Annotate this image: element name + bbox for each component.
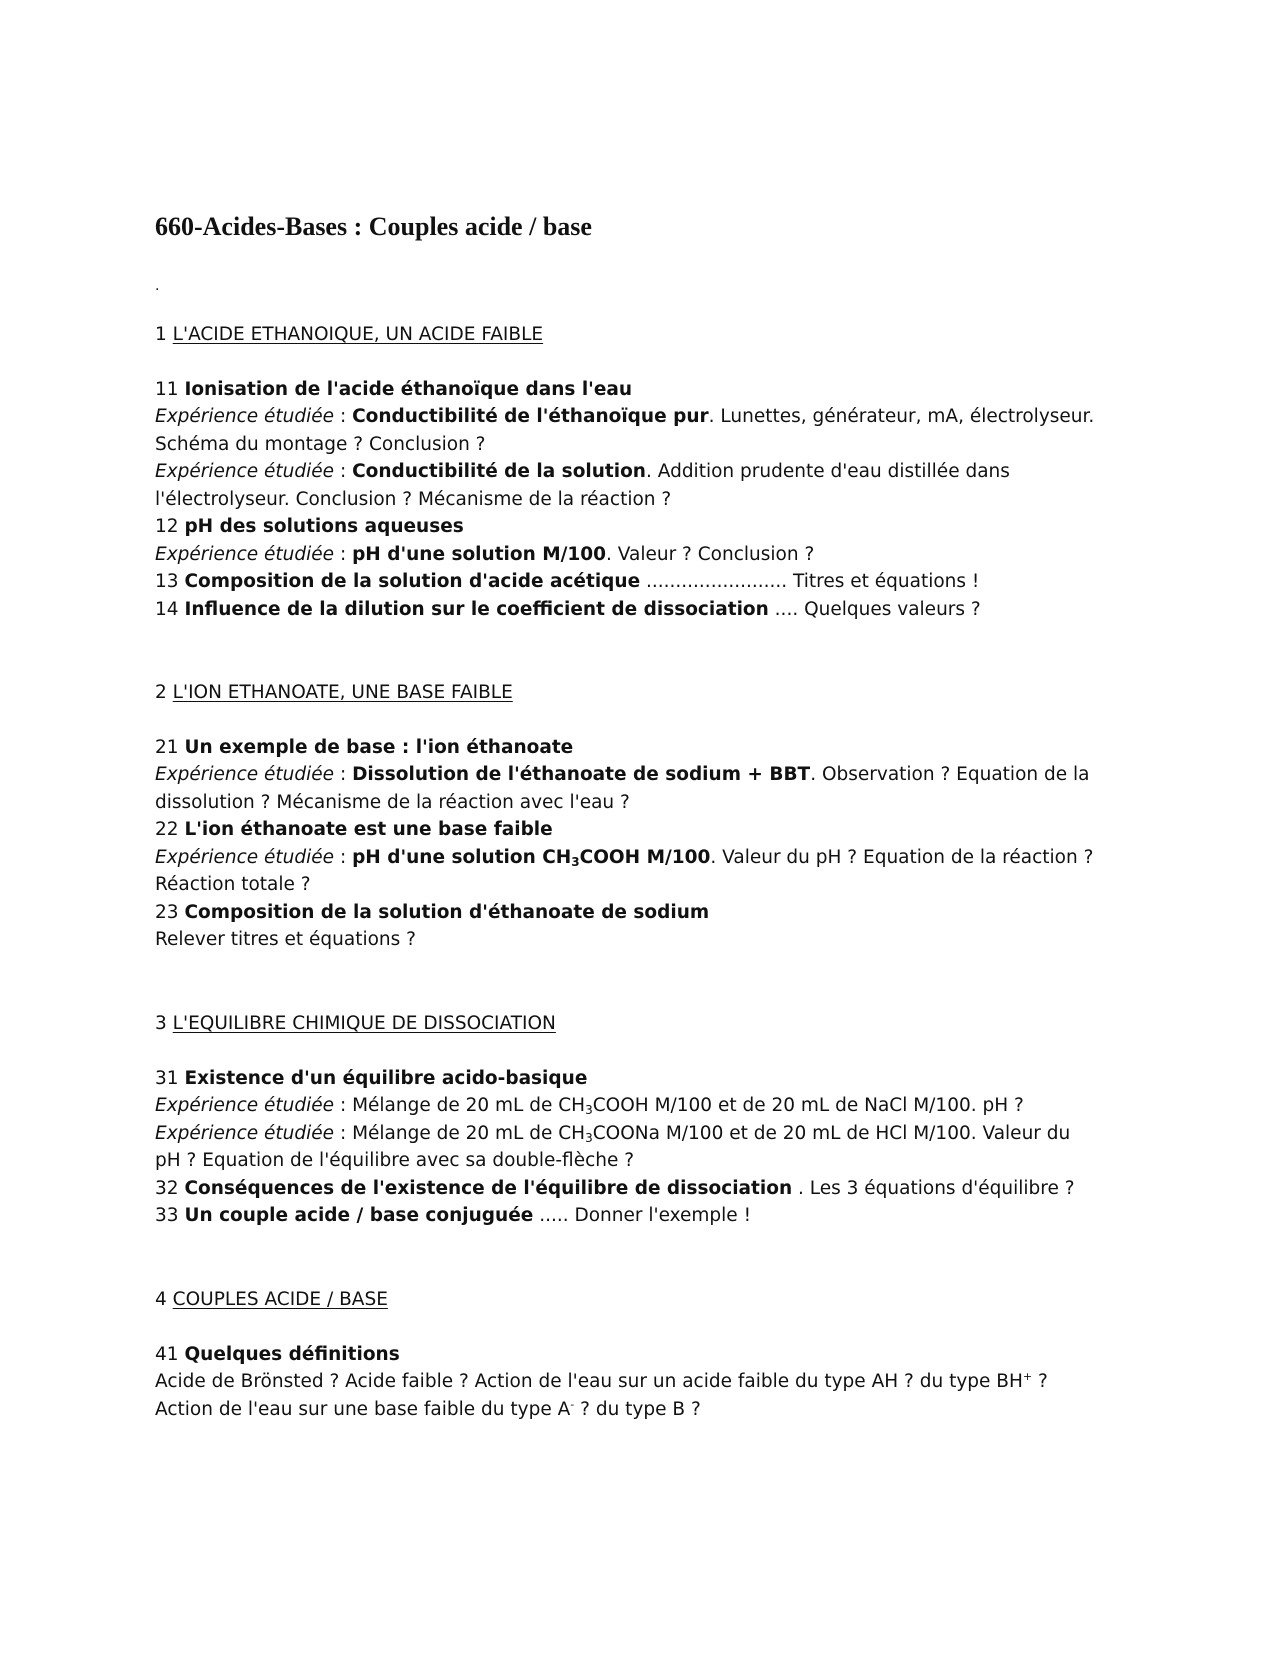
subsection-number: 32 bbox=[155, 1178, 179, 1199]
subsection-title: pH des solutions aqueuses bbox=[184, 516, 464, 537]
subsection-13 bbox=[155, 567, 979, 596]
definition-text: ? bbox=[1032, 1371, 1048, 1392]
section-title: COUPLES ACIDE / BASE bbox=[172, 1289, 388, 1310]
section-number: 3 bbox=[155, 1013, 167, 1034]
subsection-31 bbox=[155, 1064, 587, 1093]
experiment-text: Mélange de 20 mL de CH bbox=[352, 1095, 586, 1116]
section-2-heading bbox=[155, 678, 513, 707]
experiment-line bbox=[155, 457, 1010, 486]
subsection-number: 33 bbox=[155, 1205, 179, 1226]
subsection-number: 13 bbox=[155, 571, 179, 592]
section-title: L'EQUILIBRE CHIMIQUE DE DISSOCIATION bbox=[172, 1013, 556, 1034]
subsection-41 bbox=[155, 1340, 400, 1369]
subsection-title: Influence de la dilution sur le coefficient de dissociation bbox=[184, 599, 769, 620]
subsection-number: 23 bbox=[155, 902, 179, 923]
subsection-number: 11 bbox=[155, 379, 179, 400]
section-number: 1 bbox=[155, 324, 167, 345]
subsection-number: 14 bbox=[155, 599, 179, 620]
experiment-label: Expérience étudiée bbox=[155, 406, 335, 427]
separator: : bbox=[334, 544, 353, 565]
experiment-label: Expérience étudiée bbox=[155, 1123, 335, 1144]
subsection-title: Composition de la solution d'éthanoate de sodium bbox=[184, 902, 710, 923]
page-title: 660-Acides-Bases : Couples acide / base bbox=[155, 212, 592, 241]
section-1-heading bbox=[155, 320, 543, 349]
experiment-title: pH d'une solution M/100 bbox=[352, 544, 606, 565]
subsection-22 bbox=[155, 815, 553, 844]
subscript: 3 bbox=[585, 1103, 593, 1117]
subsection-title: Conséquences de l'existence de l'équilibre de dissociation bbox=[184, 1178, 793, 1199]
body-text bbox=[155, 1395, 701, 1424]
subsection-number: 41 bbox=[155, 1344, 179, 1365]
subsection-title: Ionisation de l'acide éthanoïque dans l'eau bbox=[184, 379, 633, 400]
separator: : bbox=[334, 764, 353, 785]
definition-text: ? du type B ? bbox=[574, 1399, 701, 1420]
section-3-heading bbox=[155, 1009, 556, 1038]
experiment-text: . Observation ? Equation de la bbox=[810, 764, 1090, 785]
subsection-14 bbox=[155, 595, 981, 624]
subscript: 3 bbox=[585, 1131, 593, 1145]
experiment-title: Conductibilité de la solution bbox=[352, 461, 646, 482]
superscript: - bbox=[570, 1398, 575, 1411]
definition-text: Acide de Brönsted ? Acide faible ? Action de l'eau sur un acide faible du type AH ? du type BH bbox=[155, 1371, 1023, 1392]
formula-part: COOH M/100 bbox=[579, 847, 711, 868]
experiment-line bbox=[155, 402, 1094, 431]
subsection-23 bbox=[155, 898, 709, 927]
experiment-line bbox=[155, 760, 1089, 789]
experiment-line bbox=[155, 1091, 1024, 1120]
experiment-label: Expérience étudiée bbox=[155, 847, 335, 868]
experiment-label: Expérience étudiée bbox=[155, 1095, 335, 1116]
subsection-text: ........................ Titres et équations ! bbox=[640, 571, 980, 592]
subscript: 3 bbox=[571, 855, 580, 869]
section-title: L'ION ETHANOATE, UNE BASE FAIBLE bbox=[172, 682, 513, 703]
formula-part: pH d'une solution CH bbox=[352, 847, 572, 868]
body-text bbox=[155, 1367, 1048, 1396]
subsection-number: 12 bbox=[155, 516, 179, 537]
subsection-title: Un exemple de base : l'ion éthanoate bbox=[184, 737, 574, 758]
separator: : bbox=[334, 461, 353, 482]
subsection-number: 31 bbox=[155, 1068, 179, 1089]
subsection-title: Composition de la solution d'acide acétique bbox=[184, 571, 641, 592]
experiment-line bbox=[155, 540, 814, 569]
experiment-text: COOH M/100 et de 20 mL de NaCl M/100. pH ? bbox=[592, 1095, 1024, 1116]
subsection-11 bbox=[155, 375, 632, 404]
subsection-12 bbox=[155, 512, 464, 541]
body-text: pH ? Equation de l'équilibre avec sa double-flèche ? bbox=[155, 1150, 635, 1171]
experiment-title: Conductibilité de l'éthanoïque pur bbox=[352, 406, 709, 427]
subsection-33 bbox=[155, 1201, 751, 1230]
section-4-heading bbox=[155, 1285, 388, 1314]
separator: : bbox=[334, 1095, 353, 1116]
body-text: dissolution ? Mécanisme de la réaction avec l'eau ? bbox=[155, 792, 630, 813]
experiment-title bbox=[352, 847, 710, 868]
separator: : bbox=[334, 1123, 353, 1144]
dot-mark: . bbox=[155, 278, 160, 294]
superscript: + bbox=[1022, 1370, 1033, 1383]
experiment-line bbox=[155, 843, 1093, 872]
experiment-label: Expérience étudiée bbox=[155, 764, 335, 785]
experiment-text: . Lunettes, générateur, mA, électrolyseur. bbox=[708, 406, 1095, 427]
body-text: Relever titres et équations ? bbox=[155, 929, 416, 950]
experiment-text: . Valeur du pH ? Equation de la réaction ? bbox=[710, 847, 1094, 868]
subsection-text: ..... Donner l'exemple ! bbox=[533, 1205, 751, 1226]
subsection-number: 22 bbox=[155, 819, 179, 840]
subsection-32 bbox=[155, 1174, 1075, 1203]
body-text: Réaction totale ? bbox=[155, 874, 311, 895]
experiment-label: Expérience étudiée bbox=[155, 461, 335, 482]
experiment-text: . Valeur ? Conclusion ? bbox=[606, 544, 815, 565]
subsection-title: Un couple acide / base conjuguée bbox=[184, 1205, 534, 1226]
section-title: L'ACIDE ETHANOIQUE, UN ACIDE FAIBLE bbox=[172, 324, 544, 345]
experiment-label: Expérience étudiée bbox=[155, 544, 335, 565]
separator: : bbox=[334, 847, 353, 868]
body-text: Schéma du montage ? Conclusion ? bbox=[155, 434, 486, 455]
definition-text: Action de l'eau sur une base faible du type A bbox=[155, 1399, 571, 1420]
experiment-text: Mélange de 20 mL de CH bbox=[352, 1123, 586, 1144]
subsection-title: Quelques définitions bbox=[184, 1344, 400, 1365]
separator: : bbox=[334, 406, 353, 427]
section-number: 2 bbox=[155, 682, 167, 703]
subsection-21 bbox=[155, 733, 573, 762]
experiment-text: COONa M/100 et de 20 mL de HCl M/100. Valeur du bbox=[592, 1123, 1071, 1144]
subsection-title: Existence d'un équilibre acido-basique bbox=[184, 1068, 588, 1089]
subsection-title: L'ion éthanoate est une base faible bbox=[184, 819, 553, 840]
experiment-title: Dissolution de l'éthanoate de sodium + BBT bbox=[352, 764, 811, 785]
experiment-text: . Addition prudente d'eau distillée dans bbox=[645, 461, 1010, 482]
body-text: l'électrolyseur. Conclusion ? Mécanisme de la réaction ? bbox=[155, 489, 672, 510]
subsection-text: . Les 3 équations d'équilibre ? bbox=[792, 1178, 1075, 1199]
subsection-text: .... Quelques valeurs ? bbox=[768, 599, 981, 620]
section-number: 4 bbox=[155, 1289, 167, 1310]
experiment-line bbox=[155, 1119, 1070, 1148]
subsection-number: 21 bbox=[155, 737, 179, 758]
